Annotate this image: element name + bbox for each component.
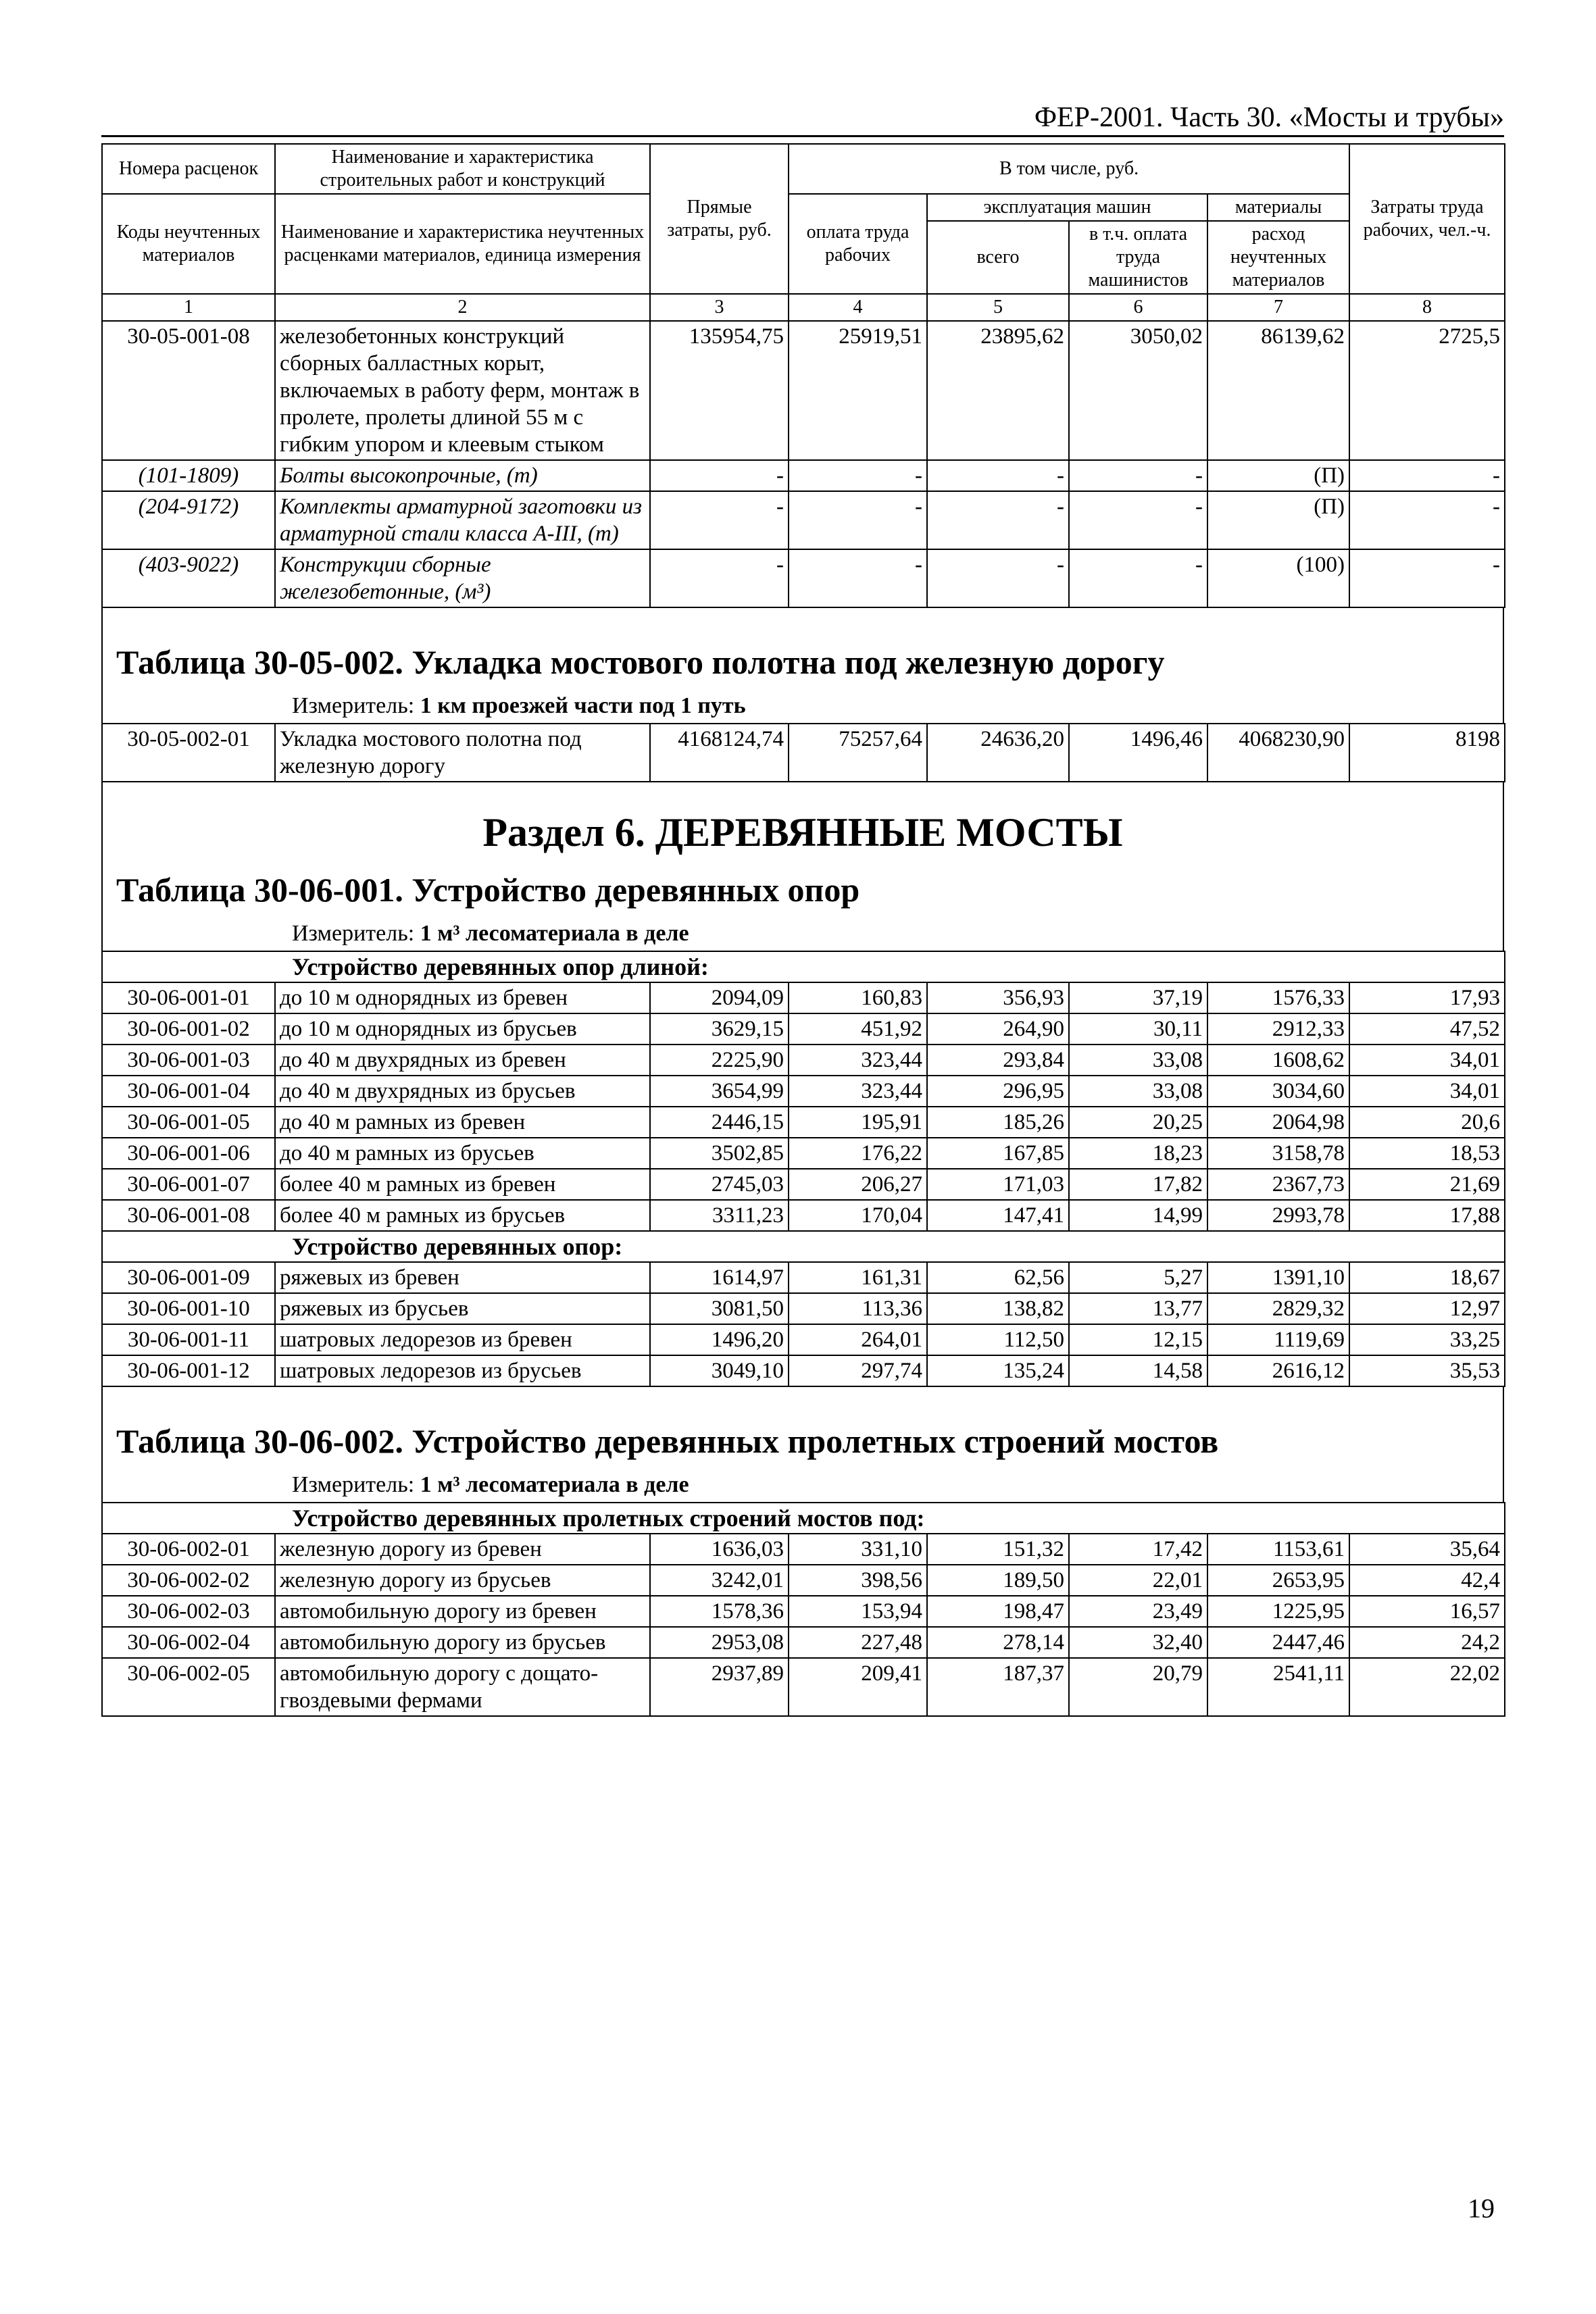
materials: (100) xyxy=(1207,549,1349,607)
table-row xyxy=(102,1627,1505,1658)
wages: 451,92 xyxy=(789,1013,927,1045)
rate-code: (403-9022) xyxy=(102,549,275,607)
direct-costs: 2937,89 xyxy=(650,1658,789,1716)
materials: 1225,95 xyxy=(1207,1596,1349,1627)
labor-hours: 21,69 xyxy=(1349,1169,1505,1200)
wages: 25919,51 xyxy=(789,321,927,460)
wages: - xyxy=(789,549,927,607)
wages: - xyxy=(789,460,927,491)
direct-costs: - xyxy=(650,491,789,549)
rate-code: 30-06-001-11 xyxy=(102,1324,275,1355)
rate-code: (204-9172) xyxy=(102,491,275,549)
direct-costs: 3629,15 xyxy=(650,1013,789,1045)
column-header-table xyxy=(101,143,1505,608)
machinist-wages: - xyxy=(1069,549,1207,607)
table-row xyxy=(102,549,1505,607)
wages: 160,83 xyxy=(789,982,927,1013)
table-measure xyxy=(101,917,1504,951)
wages: 176,22 xyxy=(789,1138,927,1169)
labor-hours: 33,25 xyxy=(1349,1324,1505,1355)
materials: 2616,12 xyxy=(1207,1355,1349,1386)
materials: 1119,69 xyxy=(1207,1324,1349,1355)
machinist-wages: - xyxy=(1069,491,1207,549)
wages: 323,44 xyxy=(789,1076,927,1107)
col-num: 6 xyxy=(1069,294,1207,321)
table-row xyxy=(102,1565,1505,1596)
machines-total: 112,50 xyxy=(927,1324,1069,1355)
machinist-wages: 14,99 xyxy=(1069,1200,1207,1231)
table-row xyxy=(102,1596,1505,1627)
wages: 206,27 xyxy=(789,1169,927,1200)
machines-total: 167,85 xyxy=(927,1138,1069,1169)
materials: 2367,73 xyxy=(1207,1169,1349,1200)
table-measure xyxy=(101,689,1504,723)
table-row xyxy=(102,321,1505,460)
col-num: 4 xyxy=(789,294,927,321)
machines-total: 23895,62 xyxy=(927,321,1069,460)
col-num: 8 xyxy=(1349,294,1505,321)
item-name: ряжевых из брусьев xyxy=(275,1293,650,1324)
direct-costs: 3242,01 xyxy=(650,1565,789,1596)
machines-total: 171,03 xyxy=(927,1169,1069,1200)
machinist-wages: 32,40 xyxy=(1069,1627,1207,1658)
labor-hours: 17,93 xyxy=(1349,982,1505,1013)
wages: 161,31 xyxy=(789,1262,927,1293)
machinist-wages: 33,08 xyxy=(1069,1076,1207,1107)
table-row xyxy=(102,1076,1505,1107)
machinist-wages: 14,58 xyxy=(1069,1355,1207,1386)
machines-total: 278,14 xyxy=(927,1627,1069,1658)
wages: 264,01 xyxy=(789,1324,927,1355)
machines-total: 147,41 xyxy=(927,1200,1069,1231)
item-name: Комплекты арматурной заготовки из арматурной стали класса А-III, (т) xyxy=(275,491,650,549)
machines-total: - xyxy=(927,491,1069,549)
machinist-wages: 5,27 xyxy=(1069,1262,1207,1293)
direct-costs: - xyxy=(650,460,789,491)
machinist-wages: 23,49 xyxy=(1069,1596,1207,1627)
table-30-05-002 xyxy=(101,723,1505,782)
item-name: железную дорогу из бревен xyxy=(275,1534,650,1565)
table-row xyxy=(102,1138,1505,1169)
wages: 398,56 xyxy=(789,1565,927,1596)
direct-costs: 2094,09 xyxy=(650,982,789,1013)
rate-code: 30-06-001-09 xyxy=(102,1262,275,1293)
machinist-wages: 17,42 xyxy=(1069,1534,1207,1565)
materials: 86139,62 xyxy=(1207,321,1349,460)
item-name: более 40 м рамных из брусьев xyxy=(275,1200,650,1231)
item-name: до 40 м рамных из бревен xyxy=(275,1107,650,1138)
table-row xyxy=(102,724,1505,782)
header-unaccounted-materials: расход неучтенных материалов xyxy=(1207,221,1349,294)
wages: 323,44 xyxy=(789,1045,927,1076)
direct-costs: 3049,10 xyxy=(650,1355,789,1386)
machines-total: - xyxy=(927,549,1069,607)
item-name: Болты высокопрочные, (т) xyxy=(275,460,650,491)
item-name: железную дорогу из брусьев xyxy=(275,1565,650,1596)
rate-code: 30-06-001-12 xyxy=(102,1355,275,1386)
rate-code: 30-06-002-03 xyxy=(102,1596,275,1627)
materials: 1391,10 xyxy=(1207,1262,1349,1293)
labor-hours: 42,4 xyxy=(1349,1565,1505,1596)
wages: 297,74 xyxy=(789,1355,927,1386)
direct-costs: 1578,36 xyxy=(650,1596,789,1627)
item-name: автомобильную дорогу из бревен xyxy=(275,1596,650,1627)
item-name: Конструкции сборные железобетонные, (м³) xyxy=(275,549,650,607)
wages: 195,91 xyxy=(789,1107,927,1138)
table-row xyxy=(102,1534,1505,1565)
labor-hours: 2725,5 xyxy=(1349,321,1505,460)
rate-code: 30-06-002-04 xyxy=(102,1627,275,1658)
table-measure xyxy=(101,1468,1504,1502)
table-row xyxy=(102,1013,1505,1045)
table-row xyxy=(102,1200,1505,1231)
rate-code: 30-05-001-08 xyxy=(102,321,275,460)
materials: 4068230,90 xyxy=(1207,724,1349,782)
machines-total: 189,50 xyxy=(927,1565,1069,1596)
materials: 2912,33 xyxy=(1207,1013,1349,1045)
item-name: автомобильную дорогу из брусьев xyxy=(275,1627,650,1658)
rate-code: 30-06-001-05 xyxy=(102,1107,275,1138)
header-machinist-wages: в т.ч. оплата труда машинистов xyxy=(1069,221,1207,294)
direct-costs: 3502,85 xyxy=(650,1138,789,1169)
table-row xyxy=(102,460,1505,491)
labor-hours: 12,97 xyxy=(1349,1293,1505,1324)
materials: 2064,98 xyxy=(1207,1107,1349,1138)
machinist-wages: 20,25 xyxy=(1069,1107,1207,1138)
table-row xyxy=(102,982,1505,1013)
direct-costs: 3081,50 xyxy=(650,1293,789,1324)
machines-total: - xyxy=(927,460,1069,491)
table-row xyxy=(102,1169,1505,1200)
subsection-title: Устройство деревянных пролетных строений мостов под: xyxy=(102,1503,1505,1534)
table-30-06-002 xyxy=(101,1502,1505,1717)
measure-label: Измеритель: xyxy=(292,921,415,946)
measure-label: Измеритель: xyxy=(292,1472,415,1497)
table-row xyxy=(102,1355,1505,1386)
direct-costs: 2953,08 xyxy=(650,1627,789,1658)
machinist-wages: 30,11 xyxy=(1069,1013,1207,1045)
rate-code: (101-1809) xyxy=(102,460,275,491)
table-row xyxy=(102,1658,1505,1716)
materials: 1153,61 xyxy=(1207,1534,1349,1565)
direct-costs: 3311,23 xyxy=(650,1200,789,1231)
materials: 2447,46 xyxy=(1207,1627,1349,1658)
header-machines-total: всего xyxy=(927,221,1069,294)
machines-total: 135,24 xyxy=(927,1355,1069,1386)
direct-costs: - xyxy=(650,549,789,607)
item-name: шатровых ледорезов из брусьев xyxy=(275,1355,650,1386)
rate-code: 30-06-002-02 xyxy=(102,1565,275,1596)
header-name-top: Наименование и характеристика строительных работ и конструкций xyxy=(275,144,650,194)
table-30-06-001 xyxy=(101,951,1505,1387)
labor-hours: 47,52 xyxy=(1349,1013,1505,1045)
labor-hours: 18,67 xyxy=(1349,1262,1505,1293)
direct-costs: 2446,15 xyxy=(650,1107,789,1138)
labor-hours: 35,53 xyxy=(1349,1355,1505,1386)
subsection-title: Устройство деревянных опор длиной: xyxy=(102,951,1505,982)
rate-code: 30-06-001-01 xyxy=(102,982,275,1013)
header-machines: эксплуатация машин xyxy=(927,194,1207,221)
direct-costs: 3654,99 xyxy=(650,1076,789,1107)
rate-code: 30-06-001-10 xyxy=(102,1293,275,1324)
rate-code: 30-06-002-01 xyxy=(102,1534,275,1565)
col-num: 5 xyxy=(927,294,1069,321)
direct-costs: 4168124,74 xyxy=(650,724,789,782)
labor-hours: - xyxy=(1349,491,1505,549)
page-header: ФЕР-2001. Часть 30. «Мосты и трубы» xyxy=(1034,102,1504,133)
header-labor: Затраты труда рабочих, чел.-ч. xyxy=(1349,144,1505,294)
labor-hours: 8198 xyxy=(1349,724,1505,782)
rate-code: 30-06-001-02 xyxy=(102,1013,275,1045)
top-rows xyxy=(102,321,1505,607)
materials: 3034,60 xyxy=(1207,1076,1349,1107)
wages: 75257,64 xyxy=(789,724,927,782)
machines-total: 151,32 xyxy=(927,1534,1069,1565)
machines-total: 356,93 xyxy=(927,982,1069,1013)
table-title: Таблица 30-06-001. Устройство деревянных опор xyxy=(101,863,1504,917)
section-title: Раздел 6. ДЕРЕВЯННЫЕ МОСТЫ xyxy=(101,782,1504,863)
wages: 331,10 xyxy=(789,1534,927,1565)
table-title: Таблица 30-06-002. Устройство деревянных пролетных строений мостов xyxy=(101,1401,1504,1468)
col-num: 7 xyxy=(1207,294,1349,321)
table-row xyxy=(102,1107,1505,1138)
materials: 2541,11 xyxy=(1207,1658,1349,1716)
machines-total: 24636,20 xyxy=(927,724,1069,782)
rate-code: 30-06-001-03 xyxy=(102,1045,275,1076)
table-title: Таблица 30-05-002. Укладка мостового полотна под железную дорогу xyxy=(101,622,1504,689)
header-wages: оплата труда рабочих xyxy=(789,194,927,294)
item-name: более 40 м рамных из бревен xyxy=(275,1169,650,1200)
wages: 153,94 xyxy=(789,1596,927,1627)
item-name: автомобильную дорогу с дощато-гвоздевыми фермами xyxy=(275,1658,650,1716)
materials: (П) xyxy=(1207,491,1349,549)
subsection-title: Устройство деревянных опор: xyxy=(102,1231,1505,1262)
machinist-wages: 3050,02 xyxy=(1069,321,1207,460)
header-codes-top: Номера расценок xyxy=(102,144,275,194)
rate-code: 30-05-002-01 xyxy=(102,724,275,782)
labor-hours: - xyxy=(1349,460,1505,491)
rate-code: 30-06-002-05 xyxy=(102,1658,275,1716)
machinist-wages: 22,01 xyxy=(1069,1565,1207,1596)
page-number: 19 xyxy=(1468,2193,1495,2223)
labor-hours: 16,57 xyxy=(1349,1596,1505,1627)
table-row xyxy=(102,1045,1505,1076)
materials: 1608,62 xyxy=(1207,1045,1349,1076)
col-num: 3 xyxy=(650,294,789,321)
materials: 3158,78 xyxy=(1207,1138,1349,1169)
spacer xyxy=(101,1387,1504,1401)
materials: 1576,33 xyxy=(1207,982,1349,1013)
measure-value: 1 м³ лесоматериала в деле xyxy=(420,1472,689,1497)
labor-hours: 34,01 xyxy=(1349,1076,1505,1107)
wages: - xyxy=(789,491,927,549)
machinist-wages: 37,19 xyxy=(1069,982,1207,1013)
rate-code: 30-06-001-08 xyxy=(102,1200,275,1231)
wages: 209,41 xyxy=(789,1658,927,1716)
machinist-wages: 20,79 xyxy=(1069,1658,1207,1716)
direct-costs: 1636,03 xyxy=(650,1534,789,1565)
header-including: В том числе, руб. xyxy=(789,144,1349,194)
labor-hours: 22,02 xyxy=(1349,1658,1505,1716)
item-name: железобетонных конструкций сборных балластных корыт, включаемых в работу ферм, монтаж в пролете, пролеты длиной 55 м с гибким упором и клеевым стыком xyxy=(275,321,650,460)
direct-costs: 2225,90 xyxy=(650,1045,789,1076)
col-num: 2 xyxy=(275,294,650,321)
machines-total: 296,95 xyxy=(927,1076,1069,1107)
machinist-wages: 18,23 xyxy=(1069,1138,1207,1169)
item-name: до 40 м двухрядных из брусьев xyxy=(275,1076,650,1107)
measure-label: Измеритель: xyxy=(292,693,415,718)
wages: 113,36 xyxy=(789,1293,927,1324)
rate-code: 30-06-001-04 xyxy=(102,1076,275,1107)
item-name: до 40 м двухрядных из бревен xyxy=(275,1045,650,1076)
table-row xyxy=(102,1262,1505,1293)
labor-hours: 18,53 xyxy=(1349,1138,1505,1169)
labor-hours: - xyxy=(1349,549,1505,607)
machinist-wages: 33,08 xyxy=(1069,1045,1207,1076)
table-row xyxy=(102,491,1505,549)
machinist-wages: 12,15 xyxy=(1069,1324,1207,1355)
machinist-wages: 13,77 xyxy=(1069,1293,1207,1324)
header-name-bottom: Наименование и характеристика неучтенных расценками материалов, единица измерения xyxy=(275,194,650,294)
machines-total: 293,84 xyxy=(927,1045,1069,1076)
measure-value: 1 м³ лесоматериала в деле xyxy=(420,921,689,946)
labor-hours: 35,64 xyxy=(1349,1534,1505,1565)
item-name: до 10 м однорядных из бревен xyxy=(275,982,650,1013)
labor-hours: 34,01 xyxy=(1349,1045,1505,1076)
materials: 2829,32 xyxy=(1207,1293,1349,1324)
machinist-wages: - xyxy=(1069,460,1207,491)
materials: 2653,95 xyxy=(1207,1565,1349,1596)
direct-costs: 135954,75 xyxy=(650,321,789,460)
machines-total: 198,47 xyxy=(927,1596,1069,1627)
machines-total: 264,90 xyxy=(927,1013,1069,1045)
direct-costs: 1496,20 xyxy=(650,1324,789,1355)
wages: 227,48 xyxy=(789,1627,927,1658)
rate-code: 30-06-001-06 xyxy=(102,1138,275,1169)
labor-hours: 17,88 xyxy=(1349,1200,1505,1231)
col-num: 1 xyxy=(102,294,275,321)
item-name: до 40 м рамных из брусьев xyxy=(275,1138,650,1169)
wages: 170,04 xyxy=(789,1200,927,1231)
labor-hours: 24,2 xyxy=(1349,1627,1505,1658)
direct-costs: 1614,97 xyxy=(650,1262,789,1293)
item-name: Укладка мостового полотна под железную дорогу xyxy=(275,724,650,782)
table-row xyxy=(102,1293,1505,1324)
labor-hours: 20,6 xyxy=(1349,1107,1505,1138)
materials: (П) xyxy=(1207,460,1349,491)
header-materials: материалы xyxy=(1207,194,1349,221)
item-name: до 10 м однорядных из брусьев xyxy=(275,1013,650,1045)
machines-total: 185,26 xyxy=(927,1107,1069,1138)
machines-total: 62,56 xyxy=(927,1262,1069,1293)
header-codes-bottom: Коды неучтенных материалов xyxy=(102,194,275,294)
materials: 2993,78 xyxy=(1207,1200,1349,1231)
rate-code: 30-06-001-07 xyxy=(102,1169,275,1200)
machines-total: 187,37 xyxy=(927,1658,1069,1716)
table-row xyxy=(102,1324,1505,1355)
item-name: ряжевых из бревен xyxy=(275,1262,650,1293)
machines-total: 138,82 xyxy=(927,1293,1069,1324)
document-frame xyxy=(101,143,1504,1881)
machinist-wages: 1496,46 xyxy=(1069,724,1207,782)
measure-value: 1 км проезжей части под 1 путь xyxy=(420,693,746,718)
direct-costs: 2745,03 xyxy=(650,1169,789,1200)
header-rule xyxy=(101,135,1504,137)
machinist-wages: 17,82 xyxy=(1069,1169,1207,1200)
header-direct-costs: Прямые затраты, руб. xyxy=(650,144,789,294)
item-name: шатровых ледорезов из бревен xyxy=(275,1324,650,1355)
spacer xyxy=(101,608,1504,622)
